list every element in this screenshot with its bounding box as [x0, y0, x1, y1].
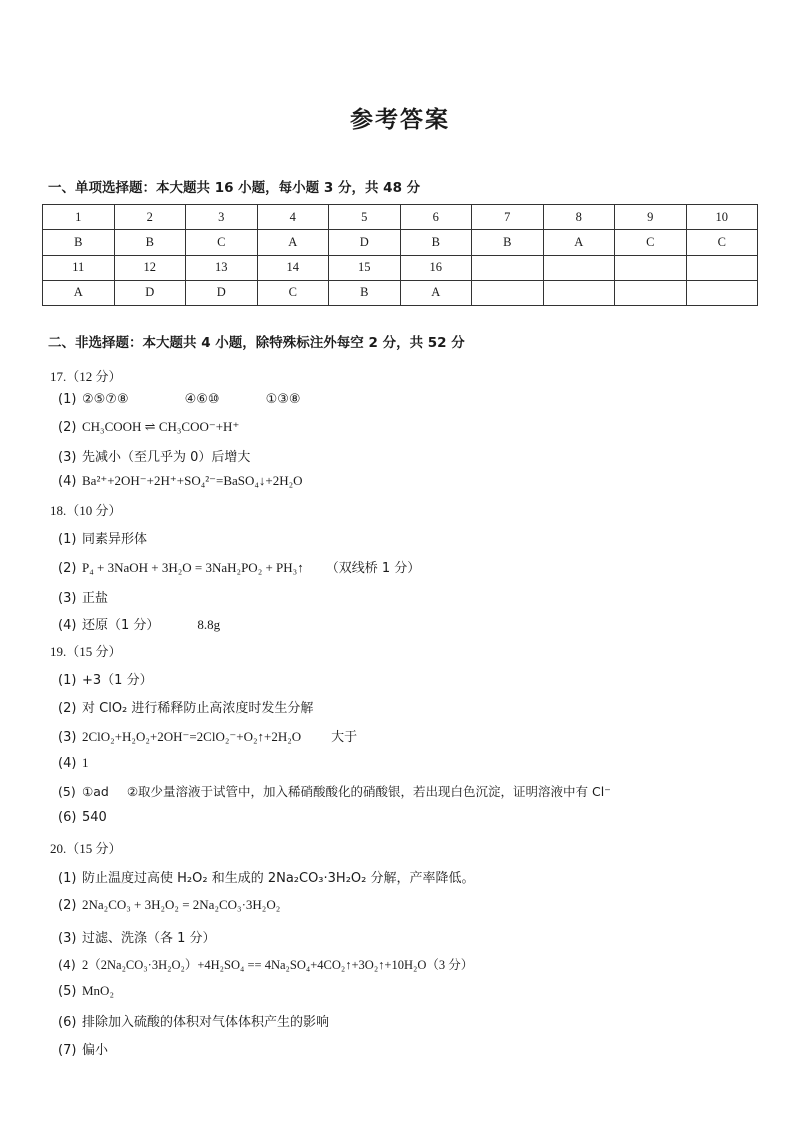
- answer-table-cell: [615, 255, 687, 280]
- q19-5-num: (5): [58, 784, 76, 799]
- q17-header: 17.（12 分）: [50, 369, 122, 384]
- q19-6: [58, 810, 107, 825]
- q17-3-text: 先减小（至几乎为 0）后增大: [82, 450, 251, 465]
- q19-2-text: 对 ClO₂ 进行稀释防止高浓度时发生分解: [82, 701, 314, 716]
- answer-table-cell: 12: [114, 255, 186, 280]
- answer-table-cell: 13: [186, 255, 258, 280]
- q20-5: [58, 983, 114, 999]
- q19-1-text: +3（1 分）: [82, 673, 153, 688]
- answer-table-cell: 2: [114, 205, 186, 230]
- q19-header: 19.（15 分）: [50, 644, 122, 659]
- answer-table-cell: [543, 255, 615, 280]
- answer-table-cell: A: [43, 280, 115, 305]
- answer-table-cell: D: [329, 230, 401, 255]
- answer-table-cell: 6: [400, 205, 472, 230]
- q18-2: [58, 557, 420, 576]
- q20-2: [58, 897, 280, 913]
- q17-4-text: Ba²⁺+2OH⁻+2H⁺+SO₄²⁻=BaSO₄↓+2H₂O: [82, 473, 303, 488]
- answer-table-cell: [472, 280, 544, 305]
- answer-table-cell: C: [186, 230, 258, 255]
- q20-6: [58, 1011, 329, 1030]
- q19-2-num: (2): [58, 701, 77, 716]
- q17-1: [58, 392, 301, 407]
- q19-4: [58, 755, 89, 771]
- section2-heading: 二、非选择题：本大题共 4 小题，除特殊标注外每空 2 分，共 52 分: [48, 335, 465, 351]
- answer-table-cell: B: [329, 280, 401, 305]
- answer-table-cell: 5: [329, 205, 401, 230]
- answer-table-cell: [686, 255, 758, 280]
- q19-4-text: 1: [82, 755, 89, 770]
- q20-5-text: MnO₂: [82, 983, 114, 998]
- answer-table-cell: 1: [43, 205, 115, 230]
- q17-2: [58, 419, 239, 435]
- q17-1-part2: ④⑥⑩: [184, 392, 220, 407]
- q19-5-extra: ②取少量溶液于试管中，加入稀硝酸酸化的硝酸银，若出现白色沉淀，证明溶液中有 Cl⁻: [126, 784, 611, 799]
- q17-2-num: (2): [58, 420, 77, 435]
- q20-3: [58, 927, 216, 946]
- answer-table-cell: 7: [472, 205, 544, 230]
- answer-table-cell: C: [686, 230, 758, 255]
- answer-table-cell: [472, 255, 544, 280]
- answer-table-cell: 8: [543, 205, 615, 230]
- answer-table-cell: C: [615, 230, 687, 255]
- q17-4: [58, 473, 303, 489]
- q17-1-num: (1): [58, 392, 77, 407]
- q20-3-num: (3): [58, 931, 77, 946]
- section1-heading: 一、单项选择题：本大题共 16 小题，每小题 3 分，共 48 分: [48, 180, 421, 196]
- q18-2-note: （双线桥 1 分）: [325, 561, 421, 576]
- q20-6-text: 排除加入硫酸的体积对气体体积产生的影响: [82, 1015, 330, 1030]
- q19-6-text: 540: [82, 810, 107, 825]
- answer-table-cell: A: [257, 230, 329, 255]
- answer-table-cell: B: [43, 230, 115, 255]
- answer-table-cell: 16: [400, 255, 472, 280]
- answer-table-cell: 15: [329, 255, 401, 280]
- q20-2-text: 2Na₂CO₃ + 3H₂O₂ = 2Na₂CO₃·3H₂O₂: [82, 897, 281, 912]
- q17-4-num: (4): [58, 474, 77, 489]
- answer-table-row: [43, 205, 758, 230]
- q19-3-num: (3): [58, 730, 77, 745]
- answer-table-cell: 3: [186, 205, 258, 230]
- q17-3-num: (3): [58, 450, 77, 465]
- q18-4: [58, 614, 220, 633]
- q19-5-text: ①ad: [82, 784, 109, 799]
- q20-3-text: 过滤、洗涤（各 1 分）: [82, 931, 216, 946]
- q19-3-extra: 大于: [331, 730, 358, 745]
- answer-table-cell: A: [543, 230, 615, 255]
- answer-table-cell: 10: [686, 205, 758, 230]
- q19-1-num: (1): [58, 673, 77, 688]
- answer-table-row: [43, 230, 758, 255]
- answer-table-cell: 4: [257, 205, 329, 230]
- q20-4-text: 2（2Na₂CO₃·3H₂O₂）+4H₂SO₄ == 4Na₂SO₄+4CO₂↑+3O₂↑+10H₂O（3 分）: [82, 958, 474, 972]
- answer-table-cell: [543, 280, 615, 305]
- q19-5: [58, 782, 611, 800]
- answer-table-cell: 14: [257, 255, 329, 280]
- q17-1-part3: ①③⑧: [265, 392, 301, 407]
- q19-1: [58, 669, 153, 688]
- q20-5-num: (5): [58, 984, 77, 999]
- answer-table-cell: D: [186, 280, 258, 305]
- q18-3-text: 正盐: [82, 591, 109, 606]
- answer-table-cell: [615, 280, 687, 305]
- answer-table-cell: [686, 280, 758, 305]
- q18-4-num: (4): [58, 618, 77, 633]
- q20-header: 20.（15 分）: [50, 841, 122, 856]
- q20-4: [58, 955, 473, 973]
- answer-table-cell: B: [472, 230, 544, 255]
- q20-6-num: (6): [58, 1015, 77, 1030]
- q20-7-num: (7): [58, 1043, 77, 1058]
- answer-table-cell: B: [400, 230, 472, 255]
- q20-7-text: 偏小: [82, 1043, 109, 1058]
- q18-1: [58, 528, 147, 547]
- q17-3: [58, 446, 250, 465]
- answer-table-cell: B: [114, 230, 186, 255]
- q20-1-text: 防止温度过高使 H₂O₂ 和生成的 2Na₂CO₃·3H₂O₂ 分解，产率降低。: [82, 871, 475, 886]
- q18-2-num: (2): [58, 561, 77, 576]
- answer-table-cell: C: [257, 280, 329, 305]
- answer-table-cell: 11: [43, 255, 115, 280]
- q18-1-num: (1): [58, 532, 77, 547]
- q19-2: [58, 697, 313, 716]
- q18-2-text: P₄ + 3NaOH + 3H₂O = 3NaH₂PO₂ + PH₃↑: [82, 560, 304, 575]
- q20-2-num: (2): [58, 898, 77, 913]
- q20-4-num: (4): [58, 957, 76, 972]
- answer-table-row: [43, 255, 758, 280]
- q18-3: [58, 587, 108, 606]
- q19-3-text: 2ClO₂+H₂O₂+2OH⁻=2ClO₂⁻+O₂↑+2H₂O: [82, 729, 302, 744]
- q18-1-text: 同素异形体: [82, 532, 148, 547]
- q20-1: [58, 867, 475, 886]
- q19-4-num: (4): [58, 756, 77, 771]
- q18-4-text: 还原（1 分）: [82, 618, 160, 633]
- q18-4-extra: 8.8g: [197, 617, 221, 632]
- q17-1-part1: ②⑤⑦⑧: [82, 392, 129, 407]
- answer-table-cell: A: [400, 280, 472, 305]
- q18-header: 18.（10 分）: [50, 503, 122, 518]
- answer-table: [42, 204, 758, 306]
- q20-1-num: (1): [58, 871, 77, 886]
- q17-2-text: CH₃COOH ⇌ CH₃COO⁻+H⁺: [82, 419, 240, 434]
- page-title: 参考答案: [350, 107, 450, 133]
- answer-table-cell: D: [114, 280, 186, 305]
- q19-6-num: (6): [58, 810, 77, 825]
- q20-7: [58, 1039, 108, 1058]
- answer-table-cell: 9: [615, 205, 687, 230]
- answer-table-row: [43, 280, 758, 305]
- q19-3: [58, 726, 357, 745]
- q18-3-num: (3): [58, 591, 77, 606]
